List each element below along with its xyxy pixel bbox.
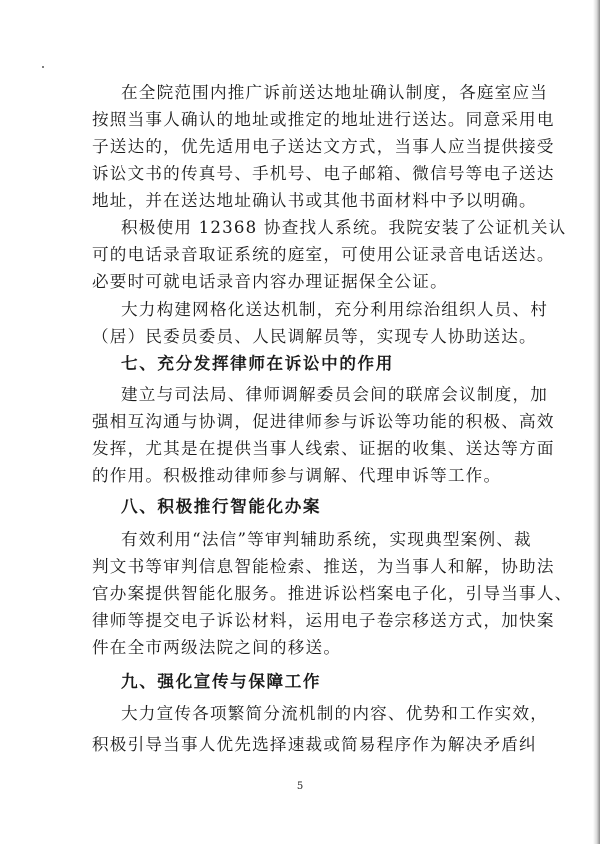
paragraph-line: 积极引导当事人优先选择速裁或简易程序作为解决矛盾纠 — [92, 735, 537, 754]
paragraph-line: 官办案提供智能化服务。推进诉讼档案电子化，引导当事人、 — [92, 584, 573, 603]
paragraph-line: 建立与司法局、律师调解委员会间的联席会议制度，加 — [121, 385, 549, 404]
paragraph-line: 在全院范围内推广诉前送达地址确认制度，各庭室应当 — [121, 83, 549, 102]
paragraph-line: 律师等提交电子诉讼材料，运用电子卷宗移送方式，加快案 — [92, 611, 555, 630]
paragraph-line: 按照当事人确认的地址或推定的地址进行送达。同意采用电 — [92, 110, 555, 129]
paragraph-line: （居）民委员委员、人民调解员等，实现专人协助送达。 — [92, 327, 537, 346]
page-number: 5 — [296, 781, 304, 792]
section-heading: 九、强化宣传与保障工作 — [121, 672, 322, 691]
paragraph-line: 地址，并在送达地址确认书或其他书面材料中予以明确。 — [92, 191, 537, 210]
paragraph-line: 判文书等审判信息智能检索、推送，为当事人和解，协助法 — [92, 557, 555, 576]
paragraph-line: 强相互沟通与协调，促进律师参与诉讼等功能的积极、高效 — [92, 412, 555, 431]
paragraph-line: 的作用。积极推动律师参与调解、代理申诉等工作。 — [92, 466, 502, 485]
section-heading: 七、充分发挥律师在诉讼中的作用 — [121, 354, 394, 373]
paragraph-line: 子送达的，优先适用电子送达文方式，当事人应当提供接受 — [92, 137, 555, 156]
scan-speck — [42, 66, 44, 68]
paragraph-line: 积极使用 12368 协查找人系统。我院安装了公证机关认 — [121, 218, 567, 237]
paragraph-line: 件在全市两级法院之间的移送。 — [92, 638, 342, 657]
section-heading: 八、积极推行智能化办案 — [121, 497, 322, 516]
paragraph-line: 必要时可就电话录音内容办理证据保全公证。 — [92, 272, 448, 291]
scan-edge-shadow — [593, 0, 600, 844]
paragraph-line: 大力宣传各项繁简分流机制的内容、优势和工作实效， — [121, 704, 549, 723]
paragraph-line: 诉讼文书的传真号、手机号、电子邮箱、微信号等电子送达 — [92, 164, 555, 183]
paragraph-line: 发挥，尤其是在提供当事人线索、证据的收集、送达等方面 — [92, 439, 555, 458]
paragraph-line: 大力构建网格化送达机制，充分利用综治组织人员、村 — [121, 300, 549, 319]
paragraph-line: 可的电话录音取证系统的庭室，可使用公证录音电话送达。 — [92, 245, 555, 264]
paragraph-line: 有效利用“法信”等审判辅助系统，实现典型案例、裁 — [121, 530, 532, 549]
